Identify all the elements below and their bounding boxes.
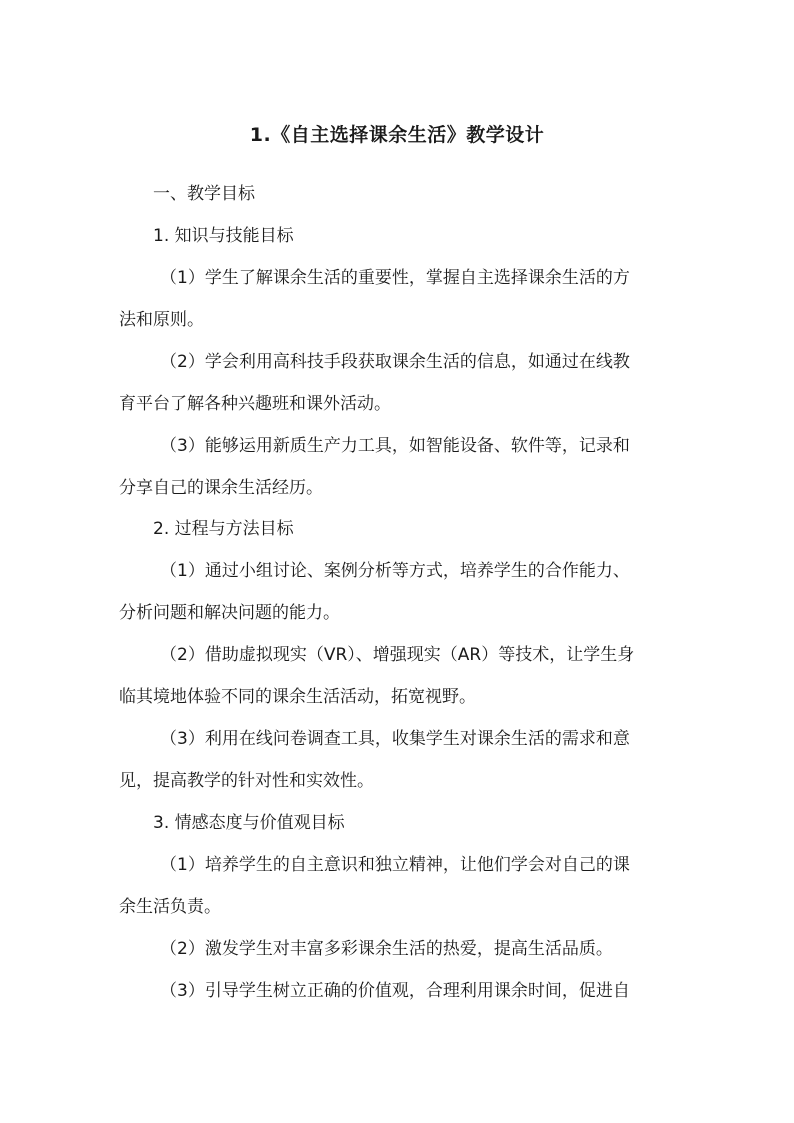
paragraph-line: （2）学会利用高科技手段获取课余生活的信息，如通过在线教 xyxy=(160,352,630,372)
section-heading: 一、教学目标 xyxy=(153,184,255,204)
paragraph-line: 法和原则。 xyxy=(119,310,204,330)
paragraph-line: （3）利用在线问卷调查工具，收集学生对课余生活的需求和意 xyxy=(160,729,630,749)
paragraph-line: 分析问题和解决问题的能力。 xyxy=(119,603,340,623)
paragraph-line: （1）培养学生的自主意识和独立精神，让他们学会对自己的课 xyxy=(160,855,630,875)
document-title: 1.《自主选择课余生活》教学设计 xyxy=(249,124,545,146)
paragraph-line: （1）学生了解课余生活的重要性，掌握自主选择课余生活的方 xyxy=(160,268,630,288)
paragraph-line: 见，提高教学的针对性和实效性。 xyxy=(119,771,374,791)
paragraph-line: （3）能够运用新质生产力工具，如智能设备、软件等，记录和 xyxy=(160,436,630,456)
paragraph-line: 余生活负责。 xyxy=(119,897,221,917)
goal-heading: 3. 情感态度与价值观目标 xyxy=(153,813,345,833)
paragraph-line: 育平台了解各种兴趣班和课外活动。 xyxy=(119,394,391,414)
paragraph-line: 临其境地体验不同的课余生活活动，拓宽视野。 xyxy=(119,687,476,707)
paragraph-line: （2）激发学生对丰富多彩课余生活的热爱，提高生活品质。 xyxy=(160,939,613,959)
paragraph-line: （3）引导学生树立正确的价值观，合理利用课余时间，促进自 xyxy=(160,981,630,1001)
paragraph-line: （1）通过小组讨论、案例分析等方式，培养学生的合作能力、 xyxy=(160,561,630,581)
goal-heading: 2. 过程与方法目标 xyxy=(153,519,294,539)
paragraph-line: （2）借助虚拟现实（VR）、增强现实（AR）等技术，让学生身 xyxy=(160,645,635,665)
goal-heading: 1. 知识与技能目标 xyxy=(153,226,294,246)
paragraph-line: 分享自己的课余生活经历。 xyxy=(119,478,323,498)
